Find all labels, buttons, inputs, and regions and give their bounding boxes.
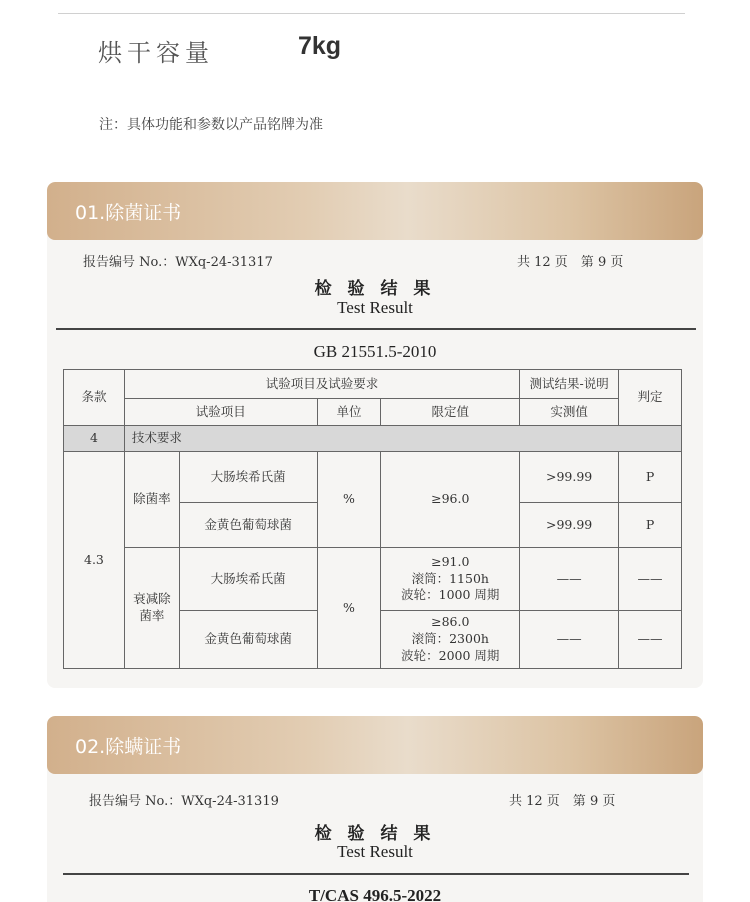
test-item-staph: 金黄色葡萄球菌 (179, 503, 317, 548)
test-item-ecoli: 大肠埃希氏菌 (179, 548, 317, 611)
limit-drum: 滚筒：2300h (411, 631, 489, 647)
certificate-banner-title: 01.除菌证书 (75, 202, 182, 224)
unit-percent: % (317, 548, 381, 669)
judgement-value: —— (619, 611, 682, 669)
disclaimer-note: 注：具体功能和参数以产品铭牌为准 (99, 117, 323, 133)
group-sterilization-rate: 除菌率 (124, 452, 179, 548)
test-item-ecoli: 大肠埃希氏菌 (179, 452, 317, 503)
report-title: 检 验 结 果 (314, 279, 436, 299)
header-unit: 单位 (317, 399, 381, 426)
limit-pulsator: 波轮：1000 周期 (401, 587, 500, 603)
certificate-banner (47, 716, 703, 774)
sterilization-certificate-card (47, 182, 703, 688)
certificate-banner (47, 182, 703, 240)
drying-capacity-value: 7kg (298, 32, 342, 60)
test-item-staph: 金黄色葡萄球菌 (179, 611, 317, 669)
top-divider (58, 13, 685, 14)
unit-percent: % (317, 452, 381, 548)
judgement-value: P (619, 503, 682, 548)
row-technical-requirements: 技术要求 (124, 426, 681, 452)
measured-value: —— (520, 548, 619, 611)
row-clause-4: 4 (64, 426, 125, 452)
test-result-table (63, 369, 682, 669)
report-number: 报告编号 No.：WXq-24-31317 (83, 255, 273, 270)
header-result-desc: 测试结果-说明 (520, 370, 619, 399)
standard-code: GB 21551.5-2010 (313, 342, 437, 361)
header-measured: 实测值 (520, 399, 619, 426)
measured-value: >99.99 (520, 503, 619, 548)
judgement-value: P (619, 452, 682, 503)
measured-value: —— (520, 611, 619, 669)
standard-code: T/CAS 496.5-2022 (308, 886, 442, 902)
group-attenuation-rate: 衰减除菌率 (124, 548, 179, 669)
measured-value: >99.99 (520, 452, 619, 503)
mite-removal-certificate-card (47, 716, 703, 902)
page-info: 共 12 页 第 9 页 (509, 794, 616, 809)
header-judgement: 判定 (619, 370, 682, 426)
drying-capacity-label: 烘干容量 (98, 39, 214, 67)
report-number: 报告编号 No.：WXq-24-31319 (89, 794, 279, 809)
header-test-item: 试验项目 (124, 399, 317, 426)
limit-pulsator: 波轮：2000 周期 (401, 647, 500, 663)
header-clause: 条款 (64, 370, 125, 426)
limit-threshold: ≥86.0 (431, 614, 470, 630)
limit-threshold: ≥91.0 (431, 553, 470, 569)
certificate-banner-title: 02.除螨证书 (75, 736, 182, 758)
limit-value (381, 548, 520, 611)
limit-value (381, 611, 520, 669)
report-subtitle: Test Result (337, 842, 413, 861)
report-title: 检 验 结 果 (314, 824, 436, 844)
header-items-requirements: 试验项目及试验要求 (124, 370, 519, 399)
limit-drum: 滚筒：1150h (411, 570, 489, 586)
report-subtitle: Test Result (337, 298, 413, 317)
row-clause-4-3: 4.3 (64, 452, 125, 669)
page-info: 共 12 页 第 9 页 (517, 255, 624, 270)
header-limit: 限定值 (381, 399, 520, 426)
report-divider (63, 873, 689, 875)
limit-value: ≥96.0 (381, 452, 520, 548)
report-divider (56, 328, 696, 330)
judgement-value: —— (619, 548, 682, 611)
